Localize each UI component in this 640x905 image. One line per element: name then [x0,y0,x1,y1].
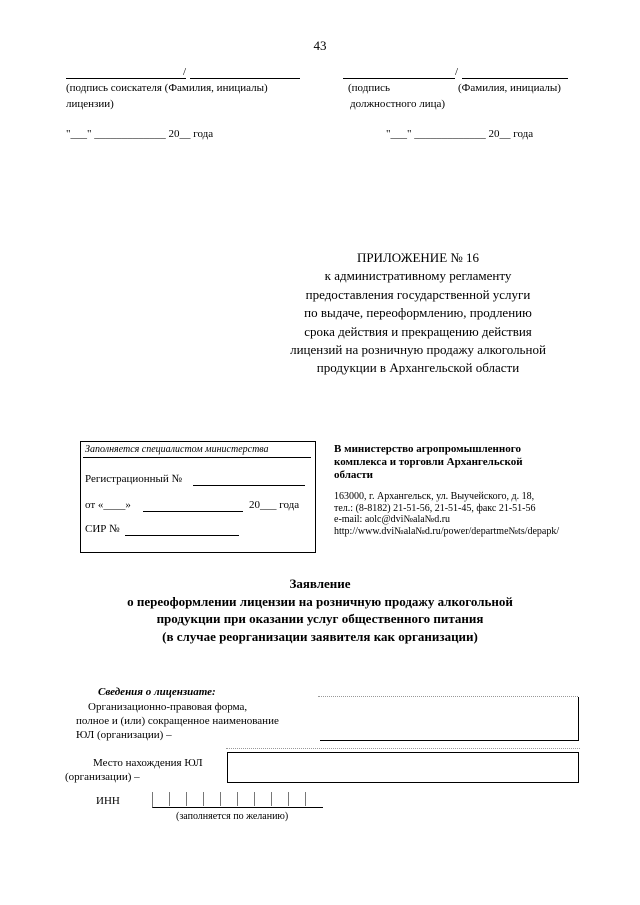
org-form-field[interactable] [320,697,579,741]
inn-digit-cell[interactable] [187,792,204,806]
date-left: "___" _____________ 20__ года [66,128,214,140]
statement-line: Заявление [289,576,351,591]
addressee-phone: тел.: (8-8182) 21-51-56, 21-51-45, факс 21-51-56 [334,502,536,514]
org-form-label-line: полное и (или) сокращенное наименование [76,715,279,727]
org-form-label [76,700,279,742]
location-label [65,756,203,784]
inn-digit-cell[interactable] [221,792,238,806]
signature-line-right [343,78,455,79]
official-box-header: Заполняется специалистом министерства [85,444,269,455]
inn-digit-cell[interactable] [289,792,306,806]
inn-digit-cell[interactable] [306,792,323,806]
location-label-line: Место нахождения ЮЛ [93,757,203,769]
signature-caption-right-b: (Фамилия, инициалы) [458,82,561,94]
inn-digit-cell[interactable] [272,792,289,806]
name-line-right [462,78,568,79]
year-label: 20___ года [249,499,300,511]
slash-left: / [183,66,187,78]
statement-line: (в случае реорганизации заявителя как организации) [162,628,478,644]
org-form-label-line: ЮЛ (организации) – [76,729,172,741]
signature-caption-left: (подпись соискателя (Фамилия, инициалы) [66,82,268,94]
location-field[interactable] [227,752,579,783]
appendix-line: по выдаче, переоформлению, продлению [304,305,532,321]
appendix-line: к административному регламенту [324,268,512,284]
location-top-dots [226,748,580,749]
licensee-section-title: Сведения о лицензиате: [98,686,216,698]
addressee-line: области [334,469,374,481]
inn-digit-cell[interactable] [255,792,272,806]
addressee-title [334,443,523,482]
name-line-left [190,78,300,79]
page-number: 43 [313,38,327,53]
signature-line-left [66,78,186,79]
date-right: "___" _____________ 20__ года [386,128,534,140]
inn-note: (заполняется по желанию) [176,811,289,822]
inn-field[interactable] [152,792,323,808]
from-date-label: от «____» [85,499,131,511]
official-box-divider [83,457,311,458]
signature-caption-left-2: лицензии) [66,98,114,110]
appendix-line: лицензий на розничную продажу алкогольной [290,342,546,358]
addressee-email: e-mail: aolc@dvi№ala№d.ru [334,514,451,525]
inn-digit-cell[interactable] [170,792,187,806]
addressee-line: В министерство агропромышленного [334,443,521,455]
sir-number-label: СИР № [85,523,120,535]
appendix-line: срока действия и прекращению действия [304,323,532,339]
appendix-line: ПРИЛОЖЕНИЕ № 16 [356,250,480,265]
appendix-line: продукции в Архангельской области [316,360,520,376]
registration-number-label: Регистрационный № [85,473,183,485]
statement-line: продукции при оказании услуг общественного питания [156,611,484,626]
sir-number-field[interactable] [125,535,239,536]
signature-caption-right-a: (подпись [348,82,391,94]
registration-number-field[interactable] [193,485,305,486]
statement-title [40,575,600,645]
inn-digit-cell[interactable] [204,792,221,806]
official-use-box [80,441,316,553]
addressee-address: 163000, г. Архангельск, ул. Выучейского, д. 18, [334,491,535,502]
addressee-url: http://www.dvi№ala№d.ru/power/departme№ts/depapk/ [334,525,560,537]
location-label-line: (организации) – [65,771,140,783]
org-form-label-line: Организационно-правовая форма, [88,701,248,713]
addressee-line: комплекса и торговли Архангельской [334,456,523,468]
signature-caption-right-2: должностного лица) [350,98,446,110]
inn-digit-cell[interactable] [238,792,255,806]
appendix-header [248,249,588,378]
inn-digit-cell[interactable] [153,792,170,806]
slash-right: / [455,66,459,78]
addressee-contacts [334,491,559,537]
from-date-field[interactable] [143,511,243,512]
inn-label: ИНН [96,795,120,807]
appendix-line: предоставления государственной услуги [305,286,531,302]
statement-line: о переоформлении лицензии на розничную продажу алкогольной [127,593,513,609]
